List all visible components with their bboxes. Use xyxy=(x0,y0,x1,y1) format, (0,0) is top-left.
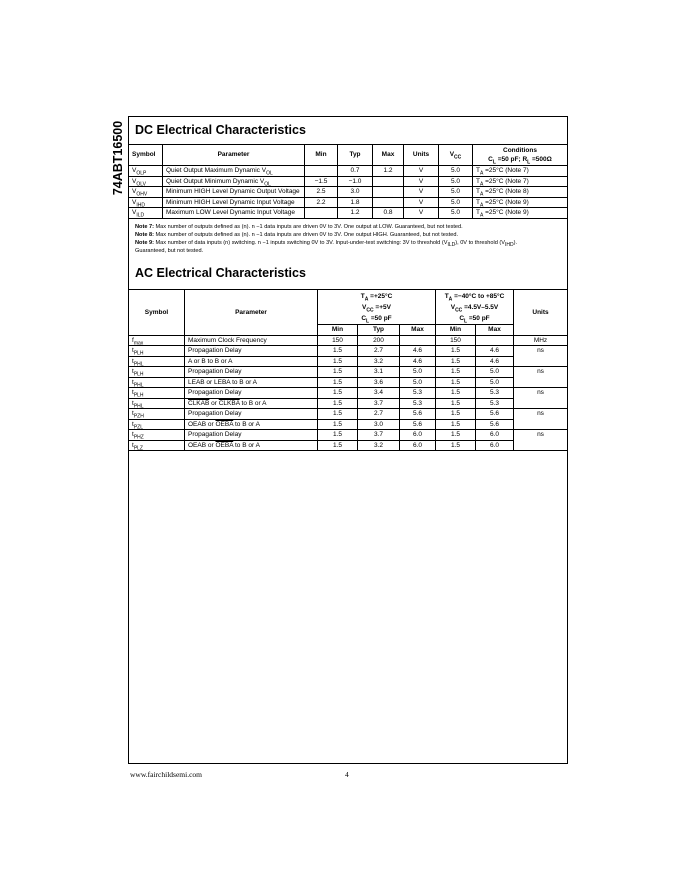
ac-min: 1.5 xyxy=(318,388,358,399)
ac-typ: 3.2 xyxy=(358,356,400,367)
ac-parameter: CLKAB or CLKBA to B or A xyxy=(185,398,318,409)
ac-header-group-range: $T_A =-40^\circ C$ to +85°C $V_{CC} =4.5V-5.5V$ $C_L =50$ pF xyxy=(436,290,514,325)
dc-typ: 3.0 xyxy=(338,187,373,198)
ac-typ: 3.7 xyxy=(358,398,400,409)
dc-header-min: Min xyxy=(305,145,338,166)
dc-header-typ: Typ xyxy=(338,145,373,166)
ac-row-tplh-3 xyxy=(129,388,568,399)
ac-min: 1.5 xyxy=(318,440,358,451)
ac-symbol: $t_{PHL}$ xyxy=(129,398,185,409)
ac-parameter: Propagation Delay xyxy=(185,409,318,420)
dc-vcc: 5.0 xyxy=(439,197,473,208)
ac-min-2: 1.5 xyxy=(436,377,476,388)
ac-row-tphz xyxy=(129,430,568,441)
ac-header-max: Max xyxy=(400,325,436,336)
dc-max xyxy=(373,187,404,198)
ac-max: 4.6 xyxy=(400,356,436,367)
ac-symbol: $t_{PLH}$ xyxy=(129,388,185,399)
dc-parameter: Maximum LOW Level Dynamic Input Voltage xyxy=(163,208,305,219)
note-8: Note 8: Max number of outputs defined as (n). n −1 data inputs are driven 0V to 3V. One output HIGH. Guaranteed, but not tested. xyxy=(135,232,459,238)
ac-min-2: 1.5 xyxy=(436,356,476,367)
dc-units: V xyxy=(404,187,439,198)
dc-max xyxy=(373,197,404,208)
dc-header-units: Units xyxy=(404,145,439,166)
dc-row-vihd xyxy=(129,197,568,208)
ac-max-2: 5.6 xyxy=(476,419,514,430)
ac-max-2: 4.6 xyxy=(476,346,514,357)
dc-max xyxy=(373,176,404,187)
dc-units: V xyxy=(404,208,439,219)
ac-row-tpzh xyxy=(129,409,568,420)
ac-row-tphl-3 xyxy=(129,398,568,409)
ac-symbol: $t_{PHL}$ xyxy=(129,356,185,367)
ac-parameter: OEAB or OEBA to B or A xyxy=(185,419,318,430)
dc-header-symbol: Symbol xyxy=(129,145,163,166)
dc-vcc: 5.0 xyxy=(439,176,473,187)
dc-header-max: Max xyxy=(373,145,404,166)
dc-vcc: 5.0 xyxy=(439,208,473,219)
ac-min-2: 150 xyxy=(436,335,476,346)
dc-symbol: $V_{OHV}$ xyxy=(129,187,163,198)
ac-units: ns xyxy=(514,367,568,388)
dc-characteristics-table xyxy=(128,144,568,219)
ac-max-2: 5.0 xyxy=(476,367,514,378)
ac-symbol: $t_{PHZ}$ xyxy=(129,430,185,441)
ac-min-2: 1.5 xyxy=(436,440,476,451)
ac-header-typ: Typ xyxy=(358,325,400,336)
ac-min-2: 1.5 xyxy=(436,419,476,430)
dc-units: V xyxy=(404,197,439,208)
dc-symbol: $V_{ILD}$ xyxy=(129,208,163,219)
dc-notes xyxy=(135,223,563,255)
ac-min: 1.5 xyxy=(318,419,358,430)
ac-header-parameter: Parameter xyxy=(185,290,318,336)
dc-max: 0.8 xyxy=(373,208,404,219)
ac-row-tphl-2 xyxy=(129,377,568,388)
ac-max-2: 5.0 xyxy=(476,377,514,388)
ac-max xyxy=(400,335,436,346)
dc-typ: 0.7 xyxy=(338,166,373,177)
footer-url[interactable]: www.fairchildsemi.com xyxy=(130,770,202,779)
ac-row-tplh-2 xyxy=(129,367,568,378)
ac-typ: 3.6 xyxy=(358,377,400,388)
ac-symbol: $t_{PZL}$ xyxy=(129,419,185,430)
ac-header-symbol: Symbol xyxy=(129,290,185,336)
ac-parameter: Propagation Delay xyxy=(185,388,318,399)
ac-typ: 3.2 xyxy=(358,440,400,451)
ac-typ: 2.7 xyxy=(358,346,400,357)
dc-units: V xyxy=(404,176,439,187)
ac-parameter: OEAB or OEBA to B or A xyxy=(185,440,318,451)
note-7: Note 7: Max number of outputs defined as (n). n −1 data inputs are driven 0V to 3V. One output at LOW. Guaranteed, but not tested. xyxy=(135,224,463,230)
ac-characteristics-table xyxy=(128,289,568,451)
ac-max-2 xyxy=(476,335,514,346)
dc-parameter: Quiet Output Minimum Dynamic $V_{OL}$ xyxy=(163,176,305,187)
datasheet-frame xyxy=(128,116,568,764)
ac-typ: 2.7 xyxy=(358,409,400,420)
ac-row-tplz xyxy=(129,440,568,451)
dc-section-title: DC Electrical Characteristics xyxy=(135,123,306,137)
dc-condition: $T_A =25^\circ C$ (Note 9) xyxy=(473,208,568,219)
ac-units: MHz xyxy=(514,335,568,346)
ac-max-2: 5.6 xyxy=(476,409,514,420)
ac-row-tplh-1 xyxy=(129,346,568,357)
ac-parameter: Propagation Delay xyxy=(185,367,318,378)
dc-parameter: Minimum HIGH Level Dynamic Output Voltage xyxy=(163,187,305,198)
ac-min-2: 1.5 xyxy=(436,430,476,441)
dc-header-row xyxy=(129,145,568,166)
dc-symbol: $V_{OLV}$ xyxy=(129,176,163,187)
dc-condition: $T_A =25^\circ C$ (Note 8) xyxy=(473,187,568,198)
ac-parameter: Maximum Clock Frequency xyxy=(185,335,318,346)
ac-units: ns xyxy=(514,409,568,430)
dc-header-vcc: $V_{CC}$ xyxy=(439,145,473,166)
ac-typ: 3.1 xyxy=(358,367,400,378)
ac-min-2: 1.5 xyxy=(436,388,476,399)
dc-vcc: 5.0 xyxy=(439,187,473,198)
ac-min: 1.5 xyxy=(318,356,358,367)
ac-max-2: 6.0 xyxy=(476,440,514,451)
ac-typ: 3.4 xyxy=(358,388,400,399)
dc-units: V xyxy=(404,166,439,177)
footer-page-number: 4 xyxy=(345,770,349,779)
ac-max: 5.0 xyxy=(400,377,436,388)
dc-parameter: Minimum HIGH Level Dynamic Input Voltage xyxy=(163,197,305,208)
ac-min: 1.5 xyxy=(318,430,358,441)
ac-max-2: 4.6 xyxy=(476,356,514,367)
ac-parameter: A or B to B or A xyxy=(185,356,318,367)
ac-header-min-2: Min xyxy=(436,325,476,336)
note-9-cont: Guaranteed, but not tested. xyxy=(135,248,204,254)
ac-min-2: 1.5 xyxy=(436,346,476,357)
ac-min: 1.5 xyxy=(318,346,358,357)
dc-header-conditions: Conditions $C_L =50$ pF; $R_L =500\Omega$ xyxy=(473,145,568,166)
ac-symbol: $t_{PZH}$ xyxy=(129,409,185,420)
ac-row-tpzl xyxy=(129,419,568,430)
ac-row-fmax xyxy=(129,335,568,346)
ac-symbol: $f_{max}$ xyxy=(129,335,185,346)
ac-header-row-1 xyxy=(129,290,568,325)
ac-min: 1.5 xyxy=(318,398,358,409)
ac-units: ns xyxy=(514,388,568,409)
dc-condition: $T_A =25^\circ C$ (Note 7) xyxy=(473,166,568,177)
dc-header-parameter: Parameter xyxy=(163,145,305,166)
dc-min: 2.2 xyxy=(305,197,338,208)
dc-typ: 1.2 xyxy=(338,208,373,219)
ac-max-2: 5.3 xyxy=(476,398,514,409)
dc-row-vild xyxy=(129,208,568,219)
ac-max: 4.6 xyxy=(400,346,436,357)
dc-condition: $T_A =25^\circ C$ (Note 7) xyxy=(473,176,568,187)
ac-symbol: $t_{PLZ}$ xyxy=(129,440,185,451)
ac-row-tphl-1 xyxy=(129,356,568,367)
ac-max: 5.3 xyxy=(400,398,436,409)
ac-symbol: $t_{PLH}$ xyxy=(129,346,185,357)
ac-max: 5.6 xyxy=(400,419,436,430)
dc-typ: −1.0 xyxy=(338,176,373,187)
ac-max: 6.0 xyxy=(400,430,436,441)
ac-typ: 200 xyxy=(358,335,400,346)
dc-row-volv xyxy=(129,176,568,187)
ac-max: 5.6 xyxy=(400,409,436,420)
dc-vcc: 5.0 xyxy=(439,166,473,177)
ac-min-2: 1.5 xyxy=(436,398,476,409)
ac-max-2: 5.3 xyxy=(476,388,514,399)
ac-header-units: Units xyxy=(514,290,568,336)
note-9: Note 9: Max number of data inputs (n) switching. n −1 inputs switching 0V to 3V. Input-under-test switching: 3V to threshold $(V_{ILD})$, 0V to threshold $(V_{IHD})$. xyxy=(135,240,518,249)
dc-typ: 1.8 xyxy=(338,197,373,208)
ac-units: ns xyxy=(514,430,568,451)
ac-min: 1.5 xyxy=(318,409,358,420)
ac-max: 5.3 xyxy=(400,388,436,399)
ac-header-max-2: Max xyxy=(476,325,514,336)
dc-condition: $T_A =25^\circ C$ (Note 9) xyxy=(473,197,568,208)
dc-min xyxy=(305,166,338,177)
ac-max: 6.0 xyxy=(400,440,436,451)
dc-min: 2.5 xyxy=(305,187,338,198)
ac-header-min: Min xyxy=(318,325,358,336)
dc-symbol: $V_{IHD}$ xyxy=(129,197,163,208)
ac-typ: 3.0 xyxy=(358,419,400,430)
dc-min xyxy=(305,208,338,219)
part-number-side-label: 74ABT16500 xyxy=(111,120,125,196)
ac-parameter: Propagation Delay xyxy=(185,430,318,441)
ac-min: 1.5 xyxy=(318,367,358,378)
ac-symbol: $t_{PHL}$ xyxy=(129,377,185,388)
ac-section-title: AC Electrical Characteristics xyxy=(135,266,306,280)
dc-row-volp xyxy=(129,166,568,177)
ac-units: ns xyxy=(514,346,568,367)
dc-row-vohv xyxy=(129,187,568,198)
ac-max: 5.0 xyxy=(400,367,436,378)
dc-min: −1.5 xyxy=(305,176,338,187)
ac-typ: 3.7 xyxy=(358,430,400,441)
ac-symbol: $t_{PLH}$ xyxy=(129,367,185,378)
ac-min: 150 xyxy=(318,335,358,346)
ac-max-2: 6.0 xyxy=(476,430,514,441)
ac-parameter: Propagation Delay xyxy=(185,346,318,357)
dc-max: 1.2 xyxy=(373,166,404,177)
ac-header-group-25c: $T_A =+25^\circ C$ $V_{CC} =+5V$ $C_L =50$ pF xyxy=(318,290,436,325)
ac-min: 1.5 xyxy=(318,377,358,388)
ac-min-2: 1.5 xyxy=(436,409,476,420)
dc-parameter: Quiet Output Maximum Dynamic $V_{OL}$ xyxy=(163,166,305,177)
ac-min-2: 1.5 xyxy=(436,367,476,378)
dc-symbol: $V_{OLP}$ xyxy=(129,166,163,177)
ac-parameter: LEAB or LEBA to B or A xyxy=(185,377,318,388)
